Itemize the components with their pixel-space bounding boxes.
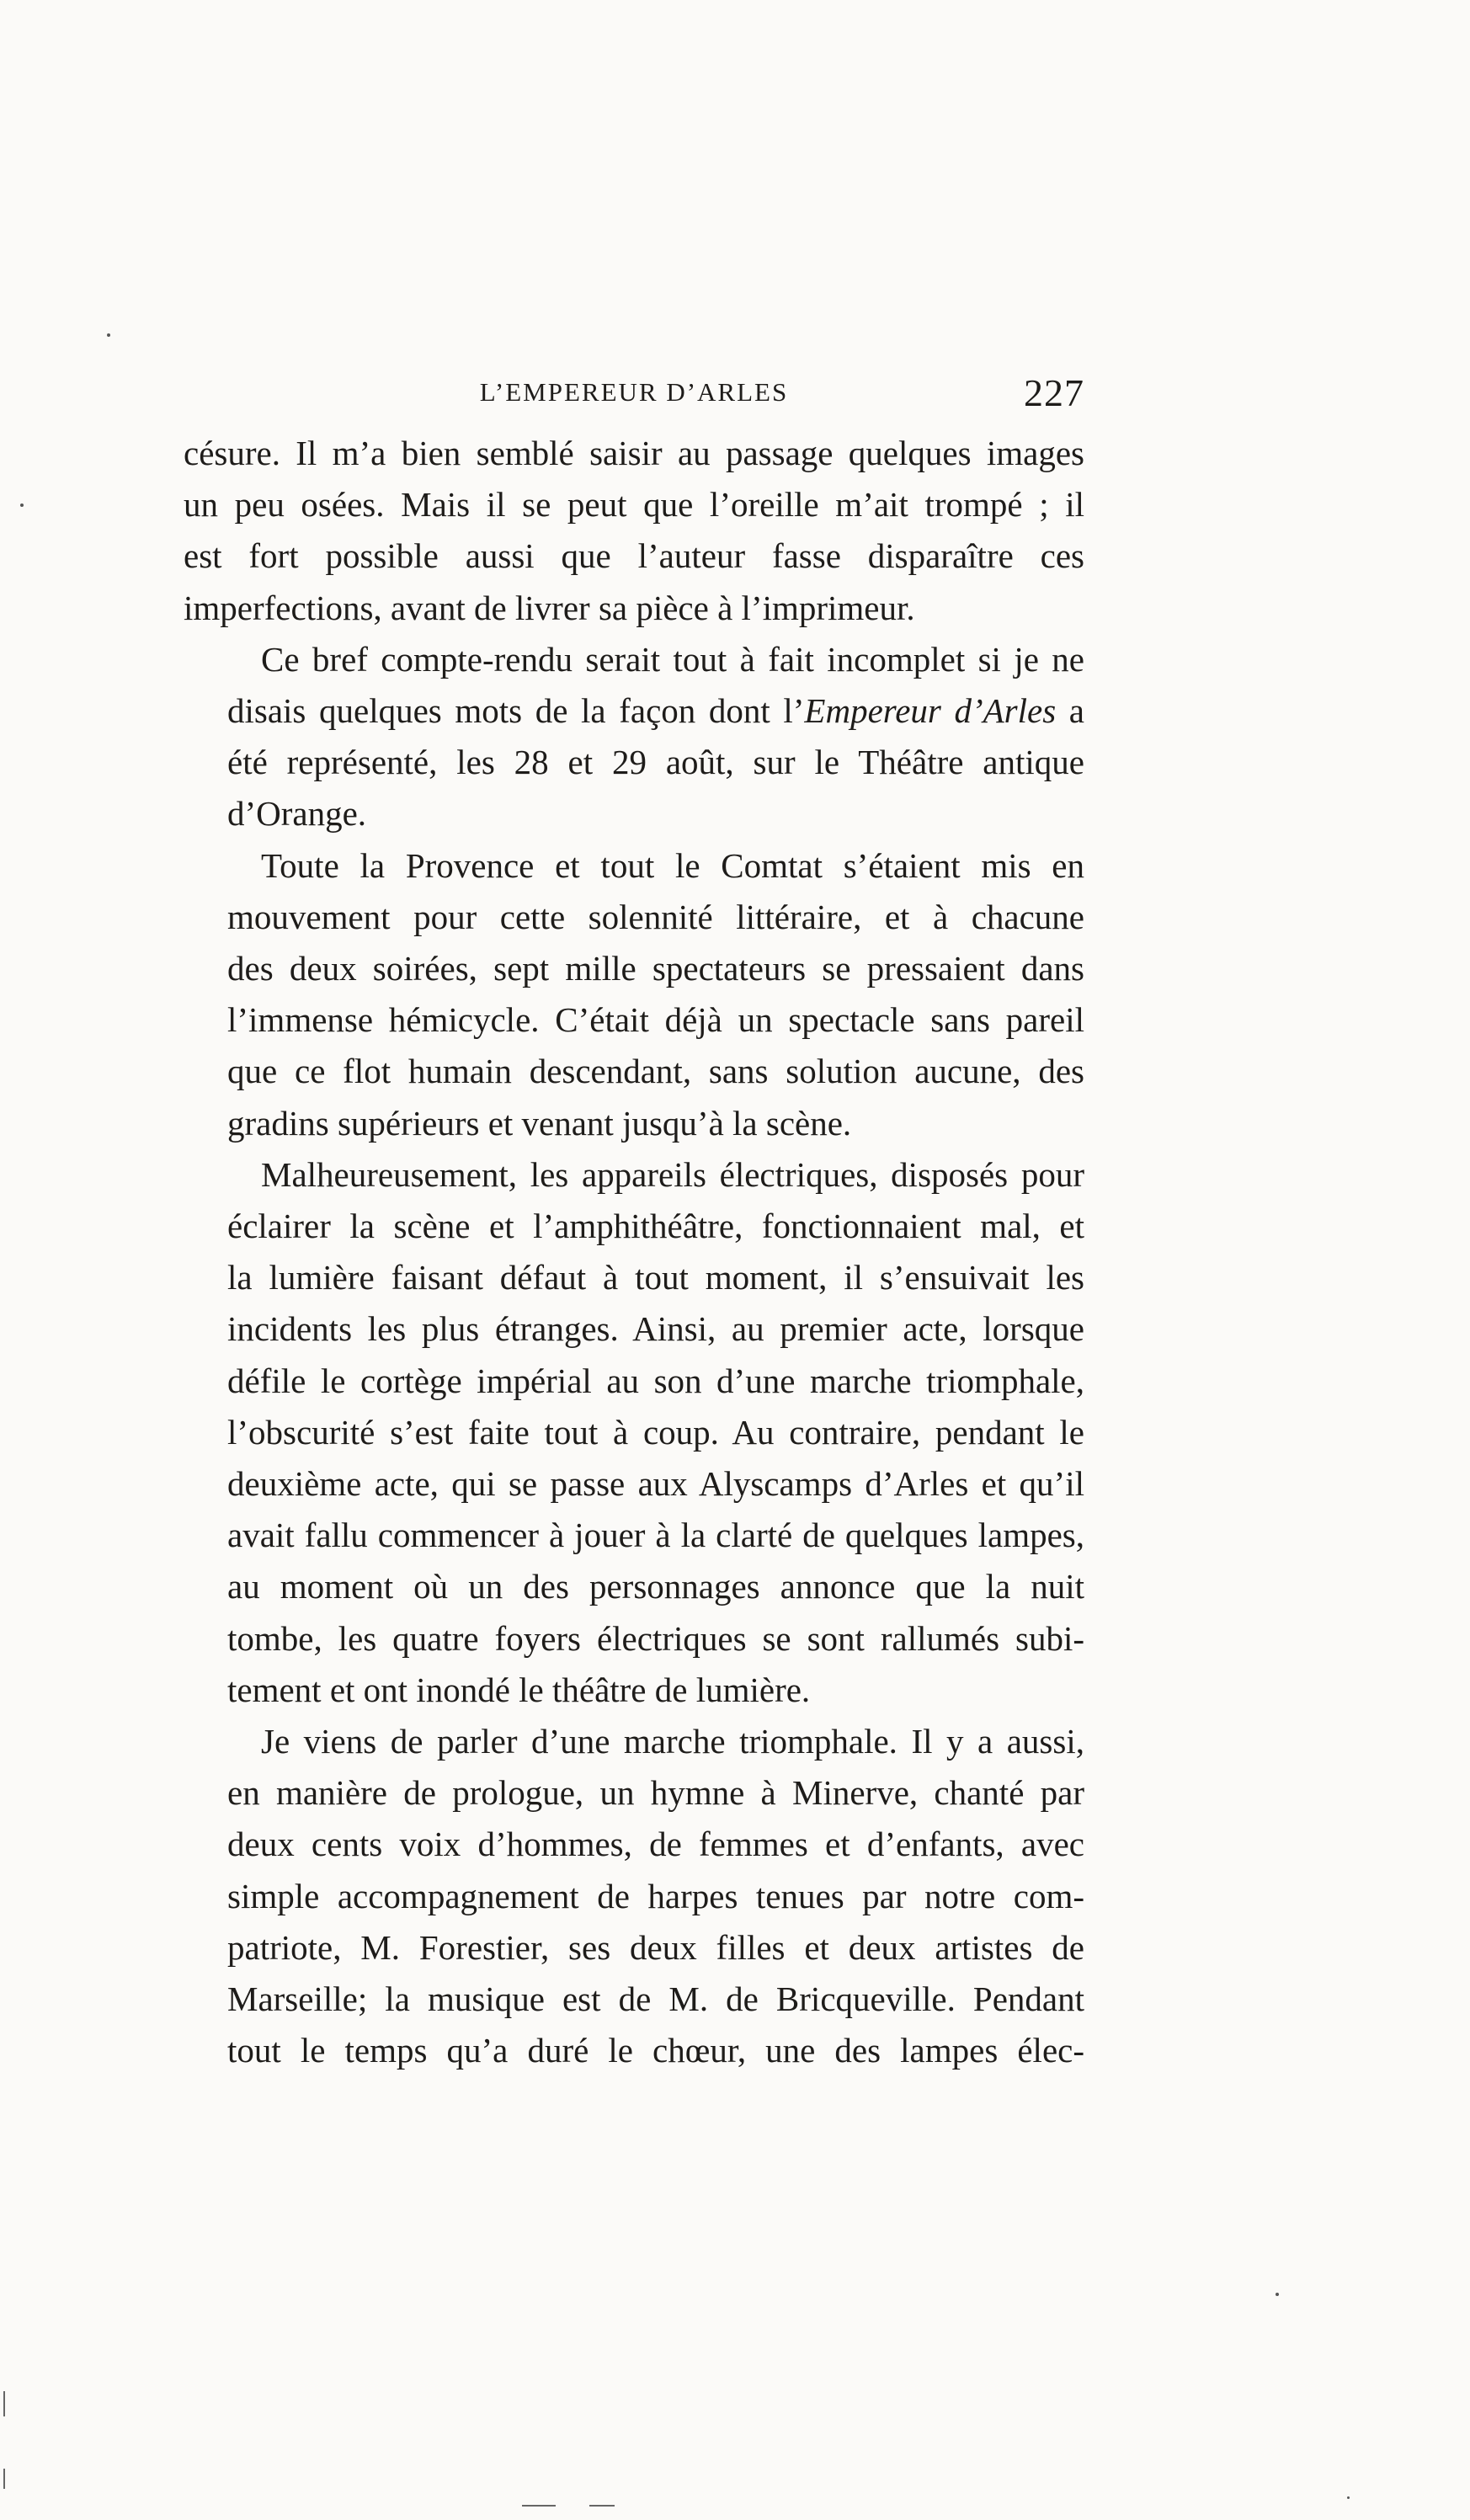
scan-edge-mark (3, 2391, 5, 2416)
paragraph-2 (184, 634, 1084, 840)
scan-edge-mark (522, 2505, 556, 2507)
page-number: 227 (1024, 371, 1084, 414)
text-line: Ce bref compte-rendu serait tout à fait incomplet si je ne (261, 639, 1084, 679)
body-text (184, 428, 1084, 2077)
text-line: Malheureusement, les appareils électriques, disposés pour (261, 1154, 1084, 1194)
work-title: Empereur d’Arles (804, 691, 1057, 731)
text-line: un peu osées. Mais il se peut que l’oreille m’ait trompé ; il (184, 485, 1084, 525)
text-line: imperfections, avant de livrer sa pièce à l’imprimeur. (184, 588, 915, 627)
paragraph-5 (184, 1716, 1084, 2076)
text-line: défile le cortège impérial au son d’une marche triomphale, (227, 1361, 1084, 1400)
text-line: simple accompagnement de harpes tenues par notre com- (227, 1876, 1084, 1915)
text-line: Marseille; la musique est de M. de Bricqueville. Pendant (227, 1979, 1084, 2019)
text-line: l’obscurité s’est faite tout à coup. Au contraire, pendant le (227, 1412, 1084, 1452)
text-line: est fort possible aussi que l’auteur fasse disparaître ces (184, 536, 1084, 576)
text-line: en manière de prologue, un hymne à Minerve, chanté par (227, 1773, 1084, 1813)
scan-edge-mark (3, 2469, 5, 2489)
scan-speck (1347, 2496, 1350, 2499)
text-line: des deux soirées, sept mille spectateurs se pressaient dans (227, 949, 1084, 988)
running-title: L’EMPEREUR D’ARLES (479, 377, 789, 407)
paragraph-1 (184, 428, 1084, 634)
text-line: tout le temps qu’a duré le chœur, une des lampes élec- (227, 2031, 1084, 2070)
text-line: au moment où un des personnages annonce que la nuit (227, 1567, 1084, 1606)
scan-speck (20, 503, 24, 507)
text-line-with-title (184, 685, 1084, 737)
text-line: deux cents voix d’hommes, de femmes et d’enfants, avec (227, 1825, 1084, 1864)
paragraph-4 (184, 1149, 1084, 1716)
scan-speck (107, 333, 110, 337)
text-line: gradins supérieurs et venant jusqu’à la scène. (227, 1103, 852, 1143)
paragraph-3 (184, 840, 1084, 1149)
text-line: incidents les plus étranges. Ainsi, au premier acte, lorsque (227, 1309, 1084, 1349)
text-line: Je viens de parler d’une marche triomphale. Il y a aussi, (261, 1722, 1084, 1761)
scan-edge-mark (589, 2505, 615, 2507)
running-head (184, 370, 1084, 421)
text-line: d’Orange. (227, 794, 367, 834)
text-line: éclairer la scène et l’amphithéâtre, fonctionnaient mal, et (227, 1207, 1084, 1246)
text-fragment: disais quelques mots de la façon dont l’ (227, 691, 805, 731)
text-line: été représenté, les 28 et 29 août, sur le Théâtre antique (227, 743, 1084, 782)
text-line: césure. Il m’a bien semblé saisir au passage quelques images (184, 434, 1084, 472)
text-line: patriote, M. Forestier, ses deux filles et deux artistes de (227, 1927, 1084, 1967)
text-line: Toute la Provence et tout le Comtat s’étaient mis en (261, 845, 1084, 885)
text-line: la lumière faisant défaut à tout moment, il s’ensuivait les (227, 1258, 1084, 1297)
text-line: avait fallu commencer à jouer à la clarté de quelques lampes, (227, 1516, 1084, 1555)
text-line: tement et ont inondé le théâtre de lumière. (227, 1670, 811, 1709)
text-fragment: a (1056, 691, 1084, 731)
scan-speck (1276, 2293, 1279, 2296)
text-line: mouvement pour cette solennité littéraire, et à chacune (227, 897, 1084, 936)
text-line: deuxième acte, qui se passe aux Alyscamps d’Arles et qu’il (227, 1464, 1084, 1504)
text-line: l’immense hémicycle. C’était déjà un spectacle sans pareil (227, 1000, 1084, 1040)
text-line: que ce flot humain descendant, sans solution aucune, des (227, 1052, 1084, 1091)
text-line: tombe, les quatre foyers électriques se sont rallumés subi- (227, 1618, 1084, 1658)
